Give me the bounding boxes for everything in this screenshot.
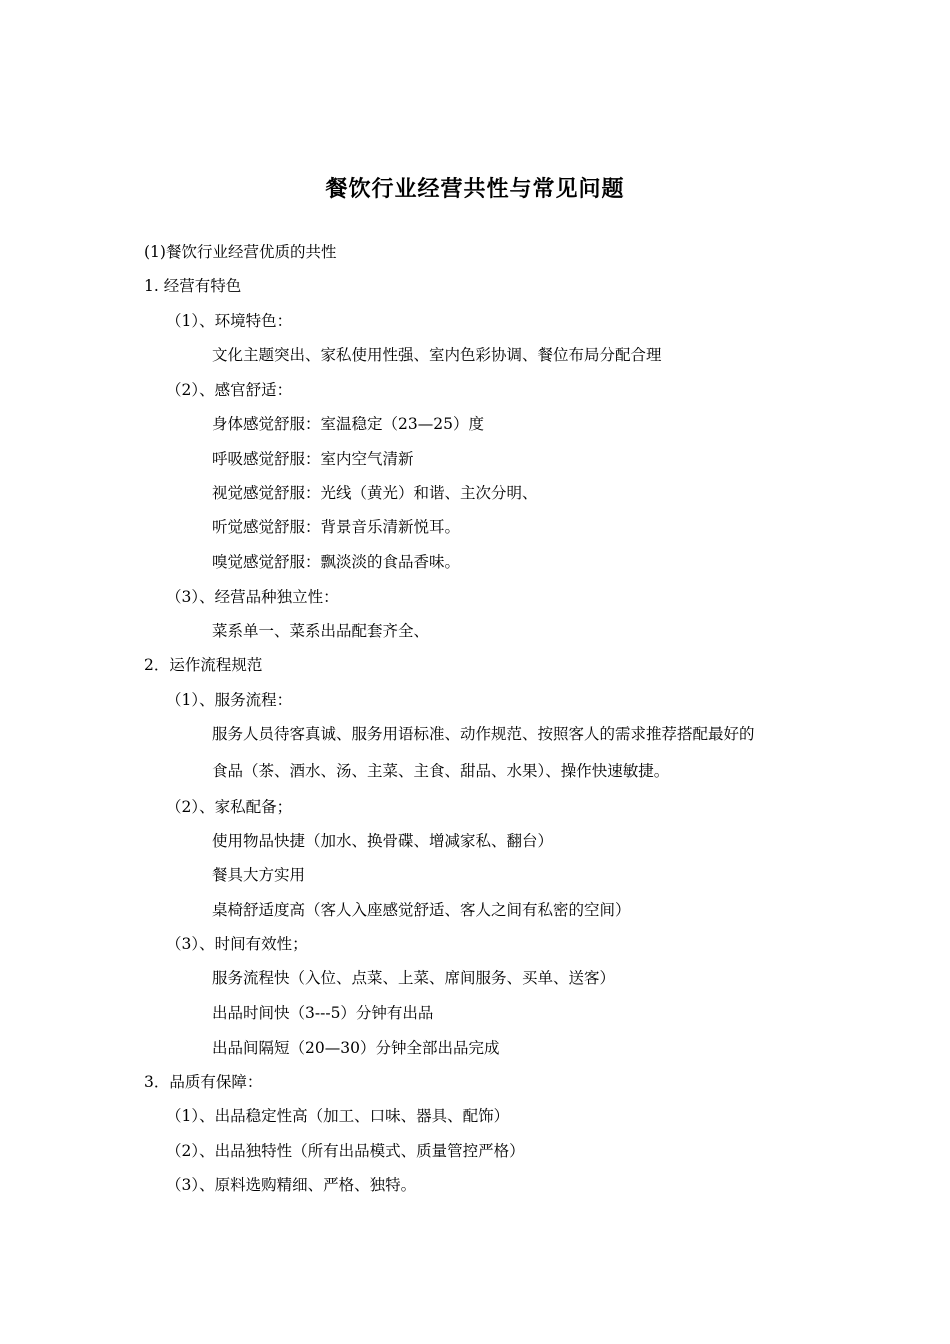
- body-line: 身体感觉舒服：室温稳定（23—25）度: [212, 415, 484, 433]
- subheading: （1）、出品稳定性高（加工、口味、器具、配饰）: [166, 1107, 510, 1125]
- document-title: 餐饮行业经营共性与常见问题: [325, 177, 625, 202]
- body-line: 菜系单一、菜系出品配套齐全、: [212, 622, 430, 640]
- heading-3: 3．品质有保障：: [144, 1073, 263, 1091]
- body-line: 嗅觉感觉舒服：飘淡淡的食品香味。: [212, 553, 461, 571]
- section-heading: (1)餐饮行业经营优质的共性: [144, 243, 337, 261]
- body-line: 桌椅舒适度高（客人入座感觉舒适、客人之间有私密的空间）: [212, 901, 631, 919]
- body-line: 服务人员待客真诚、服务用语标准、动作规范、按照客人的需求推荐搭配最好的: [212, 725, 755, 743]
- body-line: 餐具大方实用: [212, 866, 306, 884]
- body-line: 食品（茶、酒水、汤、主菜、主食、甜品、水果）、操作快速敏捷。: [212, 762, 670, 780]
- subheading: （1）、环境特色：: [166, 312, 293, 330]
- body-line: 听觉感觉舒服：背景音乐清新悦耳。: [212, 518, 461, 536]
- body-line: 服务流程快（入位、点菜、上菜、席间服务、买单、送客）: [212, 969, 616, 987]
- heading-1: 1. 经营有特色: [144, 277, 242, 295]
- subheading: （1）、服务流程：: [166, 691, 293, 709]
- subheading: （2）、家私配备；: [166, 798, 293, 816]
- subheading: （3）、时间有效性；: [166, 935, 308, 953]
- body-line: 视觉感觉舒服：光线（黄光）和谐、主次分明、: [212, 484, 538, 502]
- subheading: （3）、经营品种独立性：: [166, 588, 339, 606]
- body-line: 呼吸感觉舒服：室内空气清新: [212, 450, 414, 468]
- subheading: （2）、出品独特性（所有出品模式、质量管控严格）: [166, 1142, 525, 1160]
- subheading: （3）、原料选购精细、严格、独特。: [166, 1176, 417, 1194]
- body-line: 文化主题突出、家私使用性强、室内色彩协调、餐位布局分配合理: [212, 346, 662, 364]
- body-line: 使用物品快捷（加水、换骨碟、增减家私、翻台）: [212, 832, 554, 850]
- body-line: 出品间隔短（20—30）分钟全部出品完成: [212, 1039, 500, 1057]
- body-line: 出品时间快（3---5）分钟有出品: [212, 1004, 434, 1022]
- heading-2: 2．运作流程规范: [144, 656, 263, 674]
- subheading: （2）、感官舒适：: [166, 381, 293, 399]
